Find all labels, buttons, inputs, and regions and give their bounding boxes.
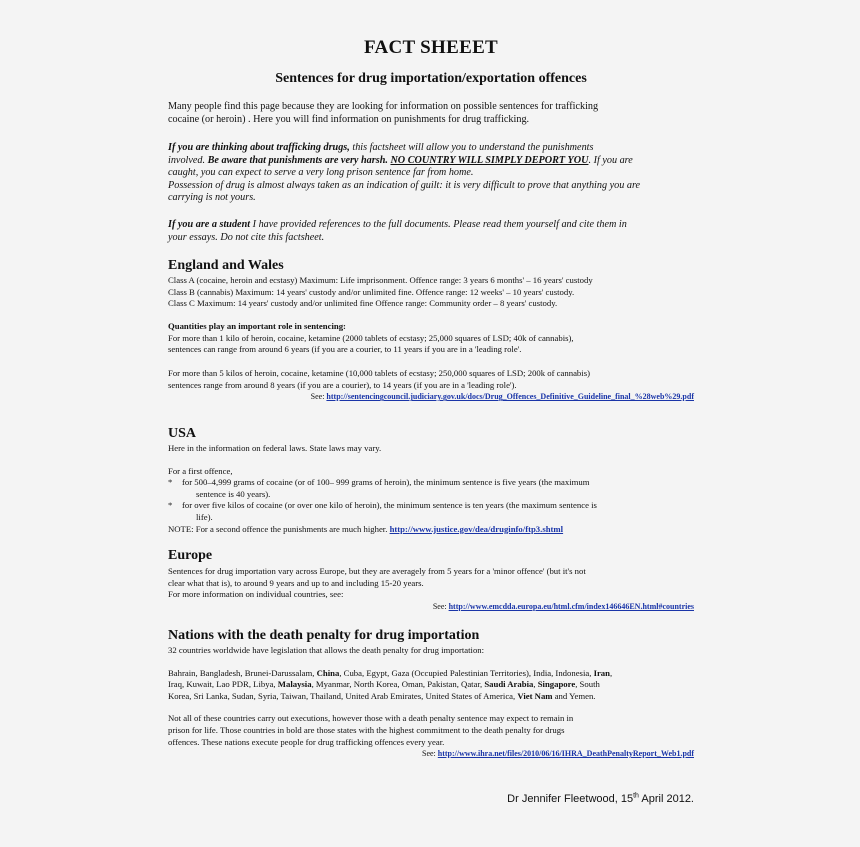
see-label: See: <box>422 749 438 759</box>
death-line: Not all of these countries carry out executions, however those with a death penalty sentence may expect to remain in <box>168 713 574 724</box>
warning-text: Be aware that punishments are very harsh. <box>207 154 388 166</box>
signature <box>507 793 694 805</box>
intro-paragraph <box>168 101 694 126</box>
intro-line: Many people find this page because they are looking for information on possible sentences for trafficking <box>168 101 599 112</box>
quantity-line: For more than 5 kilos of heroin, cocaine, ketamine (10,000 tablets of ecstasy; 250,000 squares of LSD; 200k of cannabis) <box>168 368 590 378</box>
thinking-line: caught, you can expect to serve a very long prison sentence far from home. <box>168 167 474 178</box>
bold-country: Iran <box>593 667 610 678</box>
list-item <box>168 500 694 523</box>
signature-name: Dr Jennifer Fleetwood, 15 <box>507 793 634 805</box>
country-list <box>168 668 694 703</box>
quantities-section-2 <box>168 368 694 403</box>
quantities-section <box>168 321 694 356</box>
quantities-heading: Quantities play an important role in sentencing: <box>168 321 346 331</box>
see-label: See: <box>432 601 449 611</box>
page-title: FACT SHEEET <box>363 37 499 58</box>
usa-line: Here in the information on federal laws. State laws may vary. <box>168 443 382 453</box>
europe-line: clear what that is), to around 9 years and up to and including 15-20 years. <box>168 577 424 588</box>
first-offence-label: For a first offence, <box>168 465 233 476</box>
death-penalty-heading: Nations with the death penalty for drug importation <box>168 628 480 643</box>
england-classes <box>168 275 694 310</box>
bullet-text: sentence is 40 years). <box>196 488 271 499</box>
usa-heading: USA <box>168 426 197 441</box>
usa-section <box>168 443 694 535</box>
bullet-text: for over five kilos of cocaine (or over one kilo of heroin), the minimum sentence is ten years (the maximum sentence is <box>182 500 597 511</box>
europe-heading: Europe <box>168 548 213 563</box>
thinking-text: involved. <box>168 154 208 166</box>
no-deport-warning: NO COUNTRY WILL SIMPLY DEPORT YOU <box>390 154 589 166</box>
country-line: Bahrain, Bangladesh, Brunei-Darussalam, China, Cuba, Egypt, Gaza (Occupied Palestinian Territories), India, Indonesia, Iran, <box>168 667 613 678</box>
class-b-text: Class B (cannabis) Maximum: 14 years' custody and/or unlimited fine. Offence range: 12 weeks' – 10 years' custody. <box>168 286 575 297</box>
emcdda-link[interactable]: http://www.emcdda.europa.eu/html.cfm/index146646EN.html#countries <box>448 601 694 611</box>
death-intro: 32 countries worldwide have legislation that allows the death penalty for drug importation: <box>168 645 485 655</box>
student-text: I have provided references to the full documents. Please read them yourself and cite them in <box>250 219 627 230</box>
bullet-icon: * <box>168 477 173 488</box>
country-line: Korea, Sri Lanka, Sudan, Syria, Taiwan, Thailand, United Arab Emirates, United States of America, Viet Nam and Yemen. <box>168 690 596 701</box>
bold-country: Viet Nam <box>517 690 553 701</box>
class-c-text: Class C Maximum: 14 years' custody and/or unlimited fine Offence range: Community order – 8 years' custody. <box>168 298 558 309</box>
thinking-paragraph <box>168 142 694 205</box>
signature-sup: th <box>633 792 639 800</box>
quantity-line: For more than 1 kilo of heroin, cocaine, ketamine (2000 tablets of ecstasy; 25,000 squares of LSD; 40k of cannabis), <box>168 332 574 343</box>
europe-section <box>168 566 694 612</box>
europe-line: Sentences for drug importation vary across Europe, but they are averagely from 5 years for a 'minor offence' (but it's not <box>168 566 586 576</box>
student-lead: If you are a student <box>168 219 251 230</box>
see-label: See: <box>310 392 327 402</box>
thinking-text: . If you are <box>588 154 633 166</box>
bold-country: Saudi Arabia <box>484 679 534 690</box>
bullet-text: for 500–4,999 grams of cocaine (or of 100– 999 grams of heroin), the minimum sentence is five years (the maximum <box>182 477 590 488</box>
death-penalty-section <box>168 645 694 760</box>
country-line: Iraq, Kuwait, Lao PDR, Libya, Malaysia, Myanmar, North Korea, Oman, Pakistan, Qatar, Saudi Arabia, Singapore, South <box>168 679 600 690</box>
england-heading: England and Wales <box>168 258 284 273</box>
usa-note: NOTE: For a second offence the punishments are much higher. <box>168 523 390 534</box>
signature-date: April 2012. <box>638 793 694 805</box>
bold-country: China <box>316 667 340 678</box>
quantity-line: sentences range from around 8 years (if you are a courier), to 14 years (if you are in a 'leading role'). <box>168 379 517 390</box>
student-paragraph <box>168 219 694 244</box>
class-a-text: Class A (cocaine, heroin and ecstasy) Maximum: Life imprisonment. Offence range: 3 years 6 months' – 16 years' custody <box>168 275 593 285</box>
ihra-link[interactable]: http://www.ihra.net/files/2010/06/16/IHRA_DeathPenaltyReport_Web1.pdf <box>437 749 694 759</box>
page-subtitle: Sentences for drug importation/exportation offences <box>275 71 587 86</box>
bold-country: Singapore <box>537 679 576 690</box>
bold-country: Malaysia <box>277 679 312 690</box>
death-line: offences. These nations execute people for drug trafficking offences every year. <box>168 736 445 747</box>
thinking-lead: If you are thinking about trafficking drugs, <box>168 142 350 153</box>
bullet-text: life). <box>196 511 213 522</box>
intro-line: cocaine (or heroin) . Here you will find information on punishments for drug trafficking. <box>168 113 530 125</box>
thinking-line: Possession of drug is almost always taken as an indication of guilt: it is very difficult to prove that anything you are <box>168 179 641 191</box>
quantity-line: sentences can range from around 6 years (if you are a courier, to 11 years if you are in a 'leading role'. <box>168 344 522 355</box>
list-item <box>168 477 694 500</box>
thinking-line: carrying is not yours. <box>168 192 256 203</box>
bullet-icon: * <box>168 500 173 511</box>
death-line: prison for life. Those countries in bold are those states with the highest commitment to the death penalty for drugs <box>168 724 565 735</box>
sentencing-council-link[interactable]: http://sentencingcouncil.judiciary.gov.uk/docs/Drug_Offences_Definitive_Guideline_final_%28web%29.pdf <box>326 392 694 402</box>
student-line: your essays. Do not cite this factsheet. <box>168 231 325 243</box>
justice-gov-link[interactable]: http://www.justice.gov/dea/druginfo/ftp3.shtml <box>389 523 564 534</box>
thinking-text: this factsheet will allow you to understand the punishments <box>349 142 594 153</box>
europe-line: For more information on individual countries, see: <box>168 589 344 600</box>
